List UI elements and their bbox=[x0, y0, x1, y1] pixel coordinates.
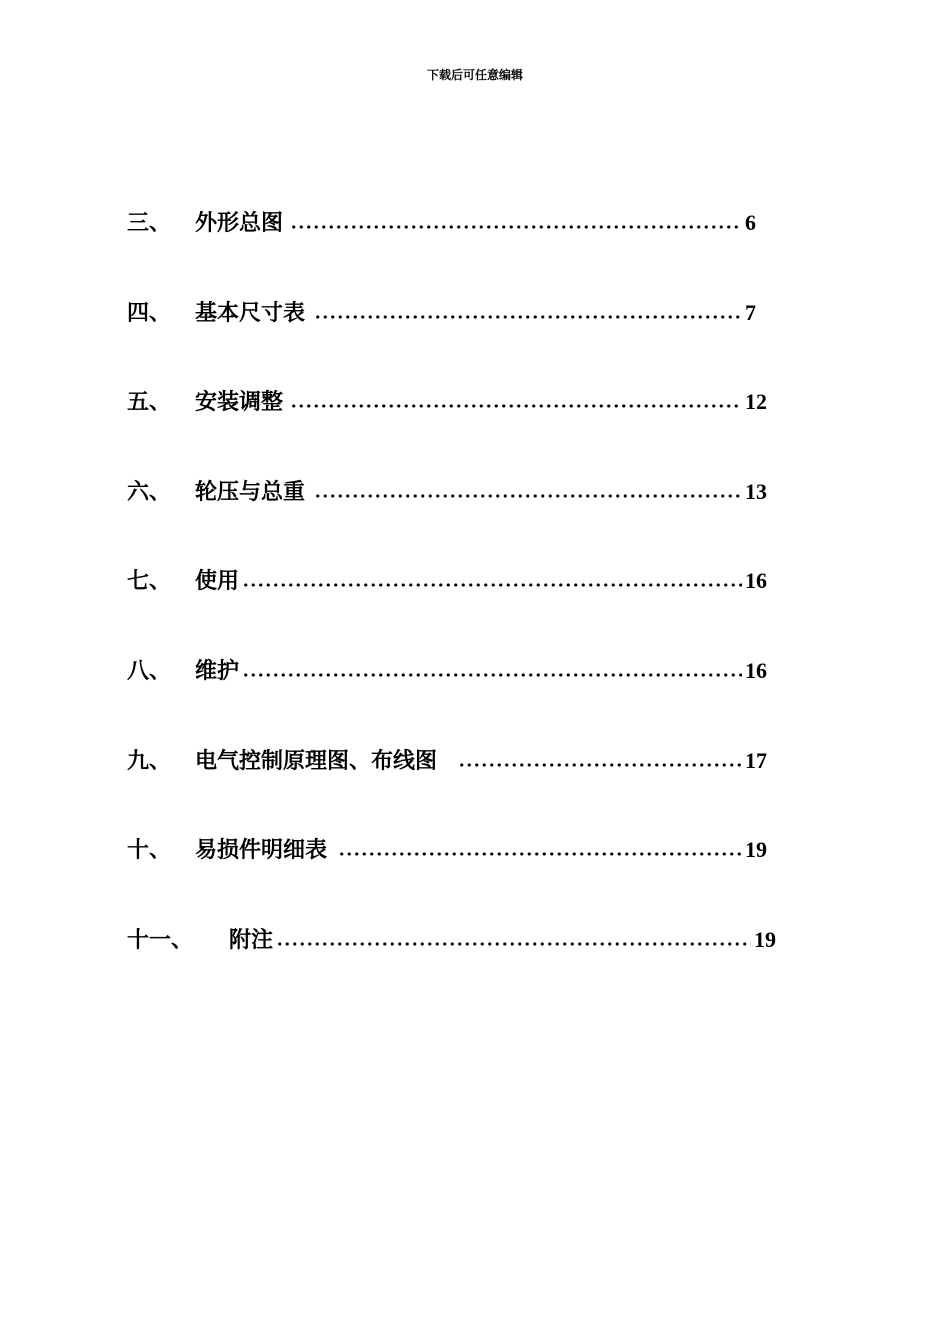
toc-entry-leader bbox=[242, 673, 742, 677]
toc-entry-number: 四、 bbox=[127, 300, 172, 326]
toc-entry-number: 十一、 bbox=[127, 927, 194, 953]
toc-entry-page: 17 bbox=[745, 748, 767, 773]
toc-entry-title: 使用 bbox=[195, 568, 240, 594]
toc-entry-leader bbox=[242, 583, 742, 587]
toc-entry-page: 19 bbox=[754, 927, 776, 952]
toc-entry-number: 八、 bbox=[127, 658, 172, 684]
toc-entry-page: 12 bbox=[745, 389, 767, 414]
toc-entry-leader bbox=[458, 763, 742, 767]
toc-entry-title: 附注 bbox=[229, 927, 274, 953]
toc-entry-title: 维护 bbox=[195, 658, 240, 684]
toc-entry-title: 外形总图 bbox=[195, 210, 284, 236]
toc-entry-leader bbox=[276, 942, 751, 946]
toc-entry-number: 七、 bbox=[127, 568, 172, 594]
toc-entry-leader bbox=[290, 225, 742, 229]
toc-entry-title: 易损件明细表 bbox=[195, 837, 328, 863]
toc-entry-number: 十、 bbox=[127, 837, 172, 863]
toc-entry-page: 13 bbox=[745, 479, 767, 504]
toc-entry-title: 安装调整 bbox=[195, 389, 284, 415]
toc-entry-leader bbox=[290, 404, 742, 408]
toc-entry-number: 九、 bbox=[127, 748, 172, 774]
toc-entry-title: 基本尺寸表 bbox=[195, 300, 306, 326]
toc-entry-number: 三、 bbox=[127, 210, 172, 236]
toc-entry-title: 轮压与总重 bbox=[195, 479, 306, 505]
toc-entry-page: 7 bbox=[745, 300, 756, 325]
toc-entry-page: 16 bbox=[745, 658, 767, 683]
toc-entry-number: 五、 bbox=[127, 389, 172, 415]
toc-entry-leader bbox=[314, 315, 742, 319]
toc-entry-page: 6 bbox=[745, 210, 756, 235]
toc-entry-leader bbox=[314, 494, 742, 498]
toc-entry-title: 电气控制原理图、布线图 bbox=[195, 748, 438, 774]
toc-entry-page: 16 bbox=[745, 568, 767, 593]
header-note: 下载后可任意编辑 bbox=[426, 68, 523, 82]
toc-entry-number: 六、 bbox=[127, 479, 172, 505]
toc-entry-leader bbox=[338, 852, 742, 856]
toc-entry-page: 19 bbox=[745, 837, 767, 862]
